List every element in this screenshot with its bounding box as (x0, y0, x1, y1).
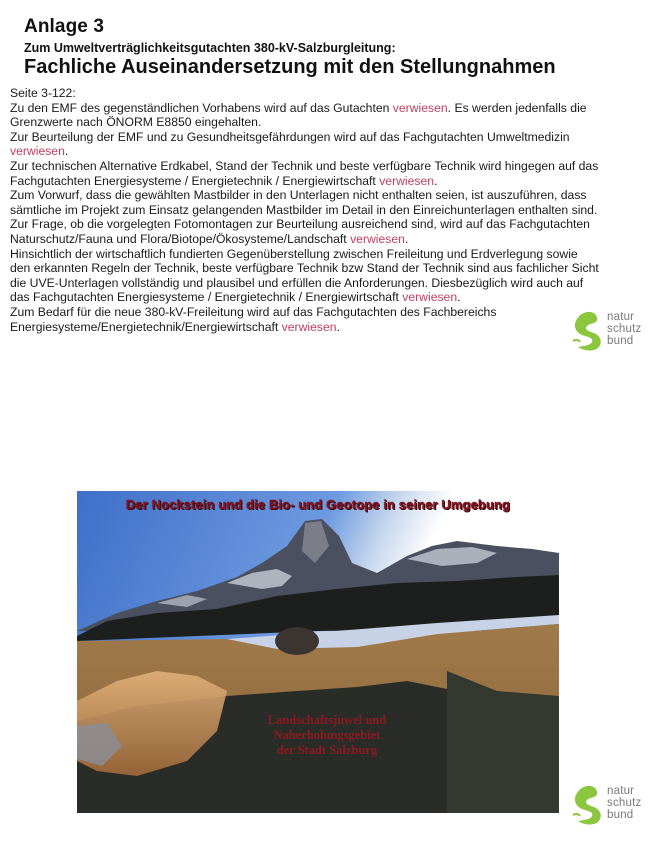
body-text-line (10, 101, 665, 116)
otter-logo-icon (570, 783, 606, 827)
logo-text-line1: natur (607, 311, 635, 323)
body-text-segment: Zum Vorwurf, dass die gewählten Mastbilder in den Unterlagen nicht enthalten seien, ist auszuführen, dass (10, 188, 587, 203)
logo-text-line1: natur (607, 785, 635, 797)
logo-text-line3: bund (607, 809, 634, 821)
body-text-line (10, 290, 665, 305)
body-text-line (10, 203, 665, 218)
photo-caption-line: Landschaftsjuwel und (267, 713, 387, 727)
body-text-segment: . (434, 173, 438, 188)
body-text-segment: Zum Bedarf für die neue 380-kV-Freileitung wird auf das Fachgutachten des Fachbereichs (10, 304, 497, 319)
document-subtitle: Zum Umweltverträglichkeitsgutachten 380-kV-Salzburgleitung: (24, 41, 396, 55)
reference-link: verwiesen (281, 319, 337, 334)
photo-caption-top: Der Nockstein und die Bio- und Geotope in seiner Umgebung (125, 497, 511, 512)
reference-link: verwiesen (10, 144, 65, 159)
body-text-line (10, 130, 665, 145)
body-text-line (10, 261, 665, 276)
body-text-segment: Hinsichtlich der wirtschaftlich fundierten Gegenüberstellung zwischen Freileitung und Erdverlegung sowie (10, 246, 578, 261)
body-text-segment: Grenzwerte nach ÖNORM E8850 eingehalten. (10, 115, 262, 130)
body-text-segment: sämtliche im Projekt zum Einsatz gelangenden Mastbilder im Detail in den Einreichunterlagen enthalten sind. (10, 202, 598, 217)
body-text-segment: Zur Frage, ob die vorgelegten Fotomontagen zur Beurteilung ausreichend sind, wird auf das Fachgutachten (10, 217, 590, 232)
body-text-segment: Naturschutz/Fauna und Flora/Biotope/Ökosysteme/Landschaft (10, 231, 351, 246)
body-text-segment: Zu den EMF des gegenständlichen Vorhabens wird auf das Gutachten (10, 100, 393, 115)
page-title: Fachliche Auseinandersetzung mit den Stellungnahmen (24, 56, 556, 78)
body-text-line (10, 232, 665, 247)
body-text-segment: Fachgutachten Energiesysteme / Energietechnik / Energiewirtschaft (10, 173, 380, 188)
photo-caption-bottom (227, 713, 427, 758)
body-text-segment: . Es werden jedenfalls die (447, 100, 587, 115)
body-text-segment: Zur technischen Alternative Erdkabel, Stand der Technik und beste verfügbare Technik wird hingegen auf das (10, 158, 599, 173)
body-text-segment: . (336, 319, 340, 334)
photo-caption-line: der Stadt Salzburg (276, 743, 378, 757)
reference-link: verwiesen (402, 290, 458, 305)
body-text-line (10, 247, 665, 262)
body-text-segment: Energiesysteme/Energietechnik/Energiewirtschaft (10, 319, 282, 334)
nockstein-landscape-image (77, 491, 559, 813)
naturschutzbund-logo (570, 309, 660, 355)
body-text-line (10, 159, 665, 174)
body-text-line (10, 305, 665, 320)
body-text-line (10, 217, 665, 232)
logo-text-line3: bund (607, 335, 634, 347)
body-text-segment: das Fachgutachten Energiesysteme / Energietechnik / Energiewirtschaft (10, 290, 403, 305)
body-text (10, 86, 665, 334)
body-text-line (10, 86, 665, 101)
naturschutzbund-logo-bottom (570, 783, 660, 829)
reference-link: verwiesen (350, 231, 405, 246)
body-text-line (10, 188, 665, 203)
body-text-segment: . (457, 290, 461, 305)
body-text-line (10, 320, 665, 335)
annex-label: Anlage 3 (24, 16, 104, 37)
body-text-line (10, 276, 665, 291)
body-text-line (10, 144, 665, 159)
logo-text-line2: schutz (607, 323, 642, 335)
logo-text-line2: schutz (607, 797, 642, 809)
landscape-photo (77, 491, 559, 813)
body-text-segment: den erkannten Regeln der Technik, beste verfügbare Technik bzw Stand der Technik sind aus fachlicher Sicht (10, 261, 599, 276)
otter-logo-icon (570, 309, 606, 353)
photo-caption-line: Naherholungsgebiet (273, 728, 381, 742)
body-text-segment: . (64, 144, 69, 159)
reference-link: verwiesen (392, 100, 448, 115)
body-text-line (10, 115, 665, 130)
body-text-segment: . (404, 231, 409, 246)
reference-link: verwiesen (379, 173, 435, 188)
body-text-segment: Seite 3-122: (10, 86, 76, 100)
body-text-segment: Zur Beurteilung der EMF und zu Gesundheitsgefährdungen wird auf das Fachgutachten Umweltmedizin (10, 129, 570, 144)
body-text-segment: die UVE-Unterlagen vollständig und plausibel und erfüllen die Anforderungen. Diesbezüglich wird auch auf (10, 275, 584, 290)
body-text-line (10, 174, 665, 189)
